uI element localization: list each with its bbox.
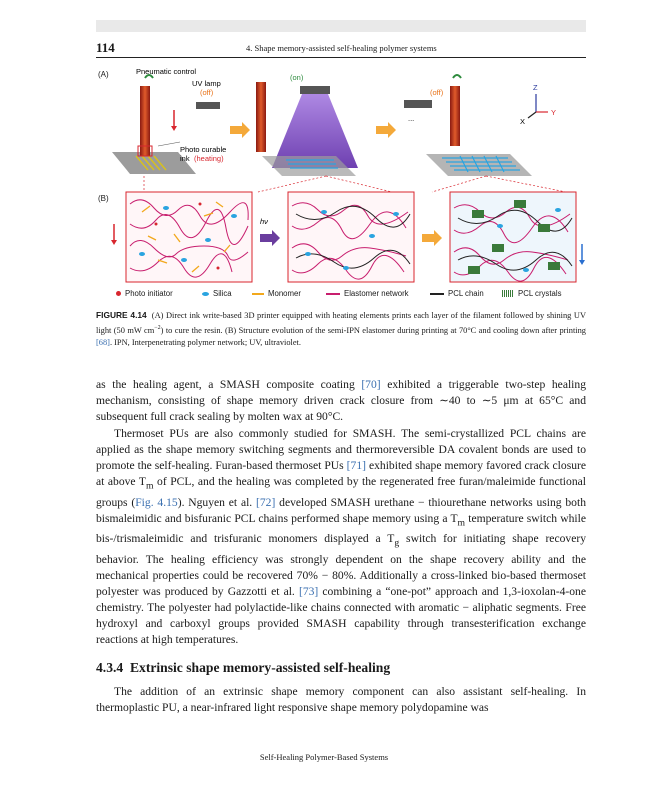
photo-curable-label: Photo curable	[180, 145, 227, 154]
panel-a-label: (A)	[98, 70, 109, 79]
caption-text-2: ) to cure the resin. (B) Structure evolution of the semi-IPN elastomer during printing at 70°C and cooling down after printing	[160, 326, 586, 335]
header-band	[96, 20, 586, 32]
state-off-1: (off)	[200, 88, 214, 97]
subscript-m-1: m	[145, 480, 154, 492]
panel-b-box-2	[288, 192, 414, 282]
pneumatic-arrow-icon	[453, 75, 461, 78]
running-head: 4. Shape memory-assisted self-healing polymer systems	[246, 43, 437, 53]
stage-2-uv-cure	[256, 82, 358, 176]
page-number: 114	[96, 40, 115, 55]
x-axis	[528, 112, 536, 118]
legend-monomer: Monomer	[252, 289, 301, 298]
figure-caption	[96, 309, 586, 349]
paragraph-3: The addition of an extrinsic shape memory component can also assistant self-healing. In thermoplastic PU, a near-infrared light responsive shape memory polydopamine was	[96, 685, 586, 715]
caption-cite-link[interactable]: [68]	[96, 338, 110, 348]
photo-initiator-dot-icon	[116, 291, 121, 296]
caption-text-3: . IPN, Interpenetrating polymer network; UV, ultraviolet.	[109, 338, 301, 348]
caption-label: FIGURE 4.14	[96, 310, 147, 320]
stage-3-layer	[404, 75, 548, 176]
legend-silica: Silica	[202, 289, 232, 298]
paragraph-2-text-f: temperature switch while bis-/trismaleimidic and trisfuranic monomers displayed a T	[96, 511, 586, 546]
axis-y-label: Y	[551, 108, 557, 117]
paragraph-2-text-b: exhibited shape memory favored crack closure at above T	[96, 459, 587, 489]
legend-pcl-crystals: PCL crystals	[502, 289, 561, 298]
cite-73-link[interactable]: [73]	[298, 584, 319, 598]
header-rule	[96, 57, 586, 58]
cite-71-link[interactable]: [71]	[346, 459, 366, 473]
heating-label: (heating)	[194, 154, 224, 163]
elastomer-line-icon	[326, 293, 340, 295]
paragraph-2-text-g: switch for initiating shape recovery behavior. The healing efficiency was strongly dependent on the shape recovery ability and the mechanical properties could be recovered 70% − 80%. Additionally a cross-linked bio-based thermoset polyester was produced by Gazzotti et al.	[96, 532, 586, 598]
section-heading	[96, 660, 390, 676]
pneumatic-control-label: Pneumatic control	[136, 67, 197, 76]
panel-b-box-1	[126, 192, 252, 282]
cite-72-link[interactable]: [72]	[256, 495, 276, 509]
process-arrow-icon	[260, 230, 280, 246]
pcl-crystal-icon	[502, 290, 514, 297]
paragraph-2-text-d: ). Nguyen et al.	[177, 495, 257, 509]
down-arrow-icon	[579, 260, 585, 265]
syringe-2	[256, 82, 266, 152]
axis-x-label: X	[520, 117, 526, 126]
legend-pcl-chain: PCL chain	[430, 289, 484, 298]
down-arrow-icon	[111, 240, 117, 245]
panel-b-label: (B)	[98, 194, 109, 203]
section-number: 4.3.4	[96, 660, 124, 675]
paragraph-1-text-a: as the healing agent, a SMASH composite coating	[96, 378, 362, 391]
paragraph-2-text-e: developed SMASH urethane − thiourethane networks using both bismaleimidic and bisfuranic PCL chains performed shape memory using a T	[96, 495, 586, 525]
ink-label: ink	[180, 154, 190, 163]
hv-label: hν	[260, 217, 268, 226]
uv-lamp-3	[404, 100, 432, 108]
page-footer: Self-Healing Polymer-Based Systems	[259, 752, 389, 762]
legend-elastomer-network: Elastomer network	[326, 289, 409, 298]
process-arrow-icon	[230, 122, 250, 138]
paragraph-2	[96, 426, 586, 648]
subscript-m-2: m	[457, 517, 466, 529]
caption-superscript: −2	[154, 325, 161, 332]
subscript-g: g	[394, 537, 400, 549]
axis-z-label: Z	[533, 83, 538, 92]
down-arrow-icon	[171, 126, 177, 131]
cite-70-link[interactable]: [70]	[361, 378, 381, 391]
figure-4-14	[96, 64, 586, 304]
ellipsis: ...	[408, 114, 415, 123]
fig-4-15-link[interactable]: Fig. 4.15	[135, 495, 178, 509]
paragraph-1-text-b: exhibited a triggerable two-step healing mechanism, consisting of shape memory driven crack closure from ∼40 to ∼5 μm at 65°C and subsequent full crack sealing by molten wax at 90°C.	[96, 378, 586, 424]
paragraph-2-text-c: of PCL, and the healing was completed by the regenerated free furan/maleimide functional groups (	[96, 475, 586, 509]
uv-lamp-label: UV lamp	[192, 79, 221, 88]
paragraph-2-text-a: Thermoset PUs are also commonly studied for SMASH. The semi-crystallized PCL chains are applied as the shape memory switching segments and thermoreversible DA covalent bonds are used to promote the self-healing. Furan-based thermoset PUs	[96, 427, 586, 473]
figure-illustration	[96, 64, 586, 286]
paragraph-2-text-h: combining a “one-pot” approach and 1,3-ioxolan-4-one chemistry. The polyester had polylactide-like chains connected with aromatic − aliphatic segments. Free hydroxyl and carboxyl groups provided SMASH capability through transesterification exchange reactions at high temperatures.	[96, 584, 587, 647]
print-bed-3	[426, 154, 532, 176]
caption-text-1: (A) Direct ink write-based 3D printer equipped with heating elements prints each layer of the filament followed by shining UV light (50 mW cm	[96, 311, 587, 335]
panel-b-box-3	[450, 192, 576, 282]
state-on: (on)	[290, 73, 304, 82]
legend-photo-initiator: Photo initiator	[116, 289, 173, 298]
paragraph-1	[96, 377, 586, 425]
pcl-chain-line-icon	[430, 293, 444, 295]
process-arrow-icon	[422, 230, 442, 246]
section-title: Extrinsic shape memory-assisted self-healing	[129, 660, 391, 675]
state-off-2: (off)	[430, 88, 444, 97]
uv-lamp-1	[196, 102, 220, 109]
uv-lamp-2	[300, 86, 330, 94]
syringe-3	[450, 86, 460, 146]
process-arrow-icon	[376, 122, 396, 138]
silica-icon	[202, 292, 209, 296]
monomer-line-icon	[252, 293, 264, 295]
